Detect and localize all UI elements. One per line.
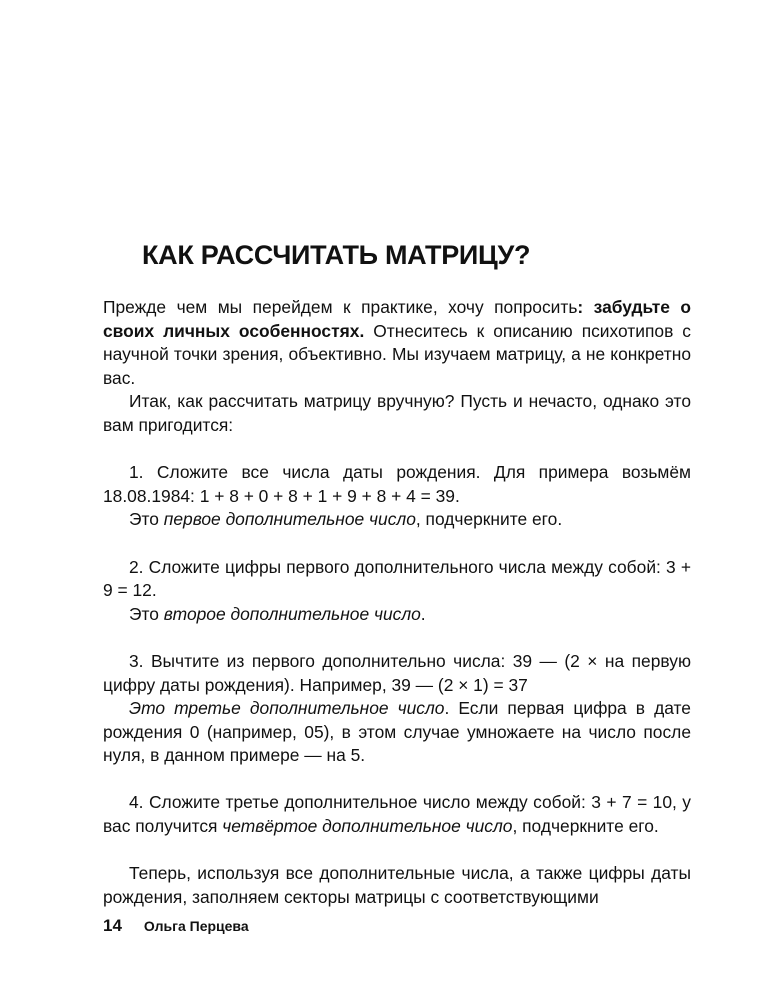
- author-name: Ольга Перцева: [143, 918, 249, 934]
- step-4-text: [103, 791, 691, 838]
- step-4-text-b: , подчеркните его.: [512, 816, 659, 837]
- page-number: 14: [103, 916, 122, 935]
- chapter-heading: КАК РАССЧИТАТЬ МАТРИЦУ?: [142, 240, 531, 270]
- body-text: [103, 296, 691, 909]
- intro-bold-text: : забудьте о своих личных особенностях.: [103, 297, 691, 341]
- step-2-note-italic: второе дополнительное число: [163, 603, 421, 624]
- step-1-note-b: , подчеркните его.: [415, 509, 563, 530]
- step-2-note-b: .: [420, 603, 426, 624]
- step-1-note-a: Это: [129, 509, 164, 530]
- step-1-text: 1. Сложите все числа даты рождения. Для примера возьмём 18.08.1984: 1 + 8 + 0 + 8 + 1 + 9 + 8 + 4 = 39.: [103, 462, 691, 506]
- step-3-note-b: . Если первая цифра в дате рождения 0 (например, 05), в этом случае умножаете на число после нуля, в данном примере — на 5.: [103, 698, 691, 766]
- step-1-note-italic: первое дополнительное число: [163, 509, 416, 530]
- intro-text-b: Отнеситесь к описанию психотипов с научной точки зрения, объективно. Мы изучаем матрицу, а не конкретно вас.: [103, 320, 691, 388]
- intro-paragraph: [103, 296, 691, 390]
- step-3-text: 3. Вычтите из первого дополнительно числа: 39 — (2 × на первую цифру даты рождения). Например, 39 — (2 × 1) = 37: [103, 650, 691, 695]
- page-footer: [103, 916, 249, 936]
- intro-text-a: Прежде чем мы перейдем к практике, хочу попросить: [103, 297, 578, 317]
- step-2-note-a: Это: [129, 603, 164, 624]
- step-3-note: [103, 697, 691, 768]
- step-2-note: [103, 603, 691, 627]
- step-4-text-a: 4. Сложите третье дополнительное число между собой: 3 + 7 = 10, у вас получится: [103, 792, 691, 837]
- intro-paragraph-2: Итак, как рассчитать матрицу вручную? Пусть и нечасто, однако это вам пригодится:: [103, 391, 691, 435]
- step-2-text: 2. Сложите цифры первого дополнительного числа между собой: 3 + 9 = 12.: [103, 556, 691, 601]
- outro-paragraph: Теперь, используя все дополнительные числа, а также цифры даты рождения, заполняем секторы матрицы с соответствующими: [103, 863, 691, 907]
- step-1-note: [103, 508, 691, 532]
- step-3-note-italic: Это третье дополнительное число: [129, 698, 445, 719]
- step-4-text-italic: четвёртое дополнительное число: [222, 816, 513, 837]
